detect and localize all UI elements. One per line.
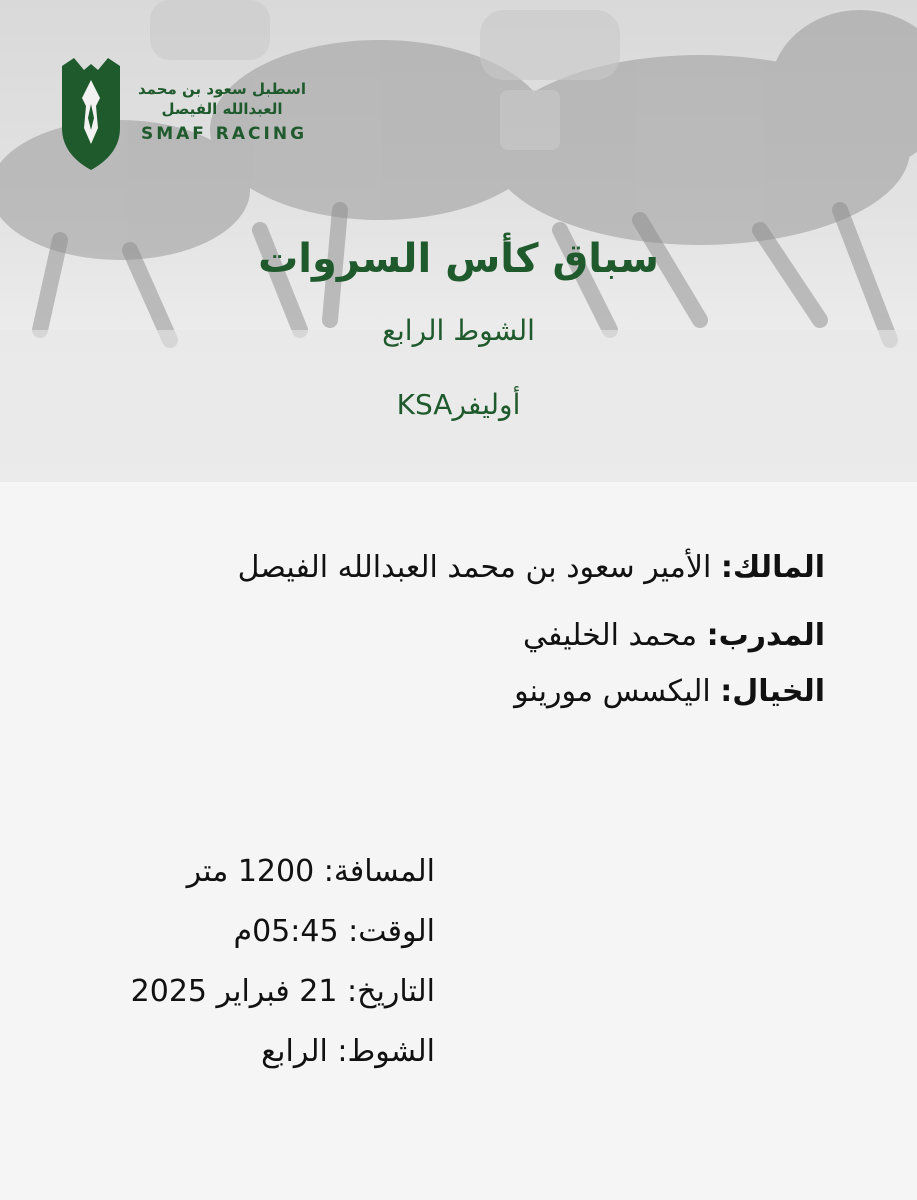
jockey-label: الخيال: — [720, 674, 825, 709]
trainer-row — [105, 616, 825, 656]
owner-label: المالك: — [720, 550, 825, 585]
race-details — [55, 852, 435, 1092]
trainer-value: محمد الخليفي — [522, 618, 698, 653]
smaf-logo — [56, 58, 316, 170]
distance-row — [55, 852, 435, 892]
round-label: الشوط: — [337, 1034, 435, 1069]
horse-head-shield-icon — [56, 58, 126, 170]
time-label: الوقت: — [348, 914, 435, 949]
jockey-value: اليكسس مورينو — [514, 674, 711, 709]
owner-value: الأمير سعود بن محمد العبدالله الفيصل — [237, 550, 712, 585]
logo-arabic-line2: العبدالله الفيصل — [161, 100, 283, 118]
distance-value: 1200 متر — [186, 854, 315, 889]
race-round: الشوط الرابع — [382, 314, 535, 347]
round-value: الرابع — [261, 1034, 328, 1069]
date-value: 21 فبراير 2025 — [130, 974, 338, 1009]
horse-name: أوليفرKSA — [396, 388, 521, 421]
time-value: 05:45م — [233, 914, 339, 949]
race-title: سباق كأس السروات — [258, 236, 659, 282]
distance-label: المسافة: — [323, 854, 435, 889]
trainer-label: المدرب: — [706, 618, 825, 653]
round-row — [55, 1032, 435, 1072]
race-people — [105, 548, 825, 740]
logo-arabic-line1: اسطبل سعود بن محمد — [138, 80, 306, 98]
hero-banner — [0, 0, 917, 482]
date-row — [55, 972, 435, 1012]
owner-row — [105, 548, 825, 588]
logo-english: SMAF RACING — [140, 124, 308, 144]
time-row — [55, 912, 435, 952]
jockey-row — [105, 672, 825, 712]
date-label: التاريخ: — [347, 974, 435, 1009]
